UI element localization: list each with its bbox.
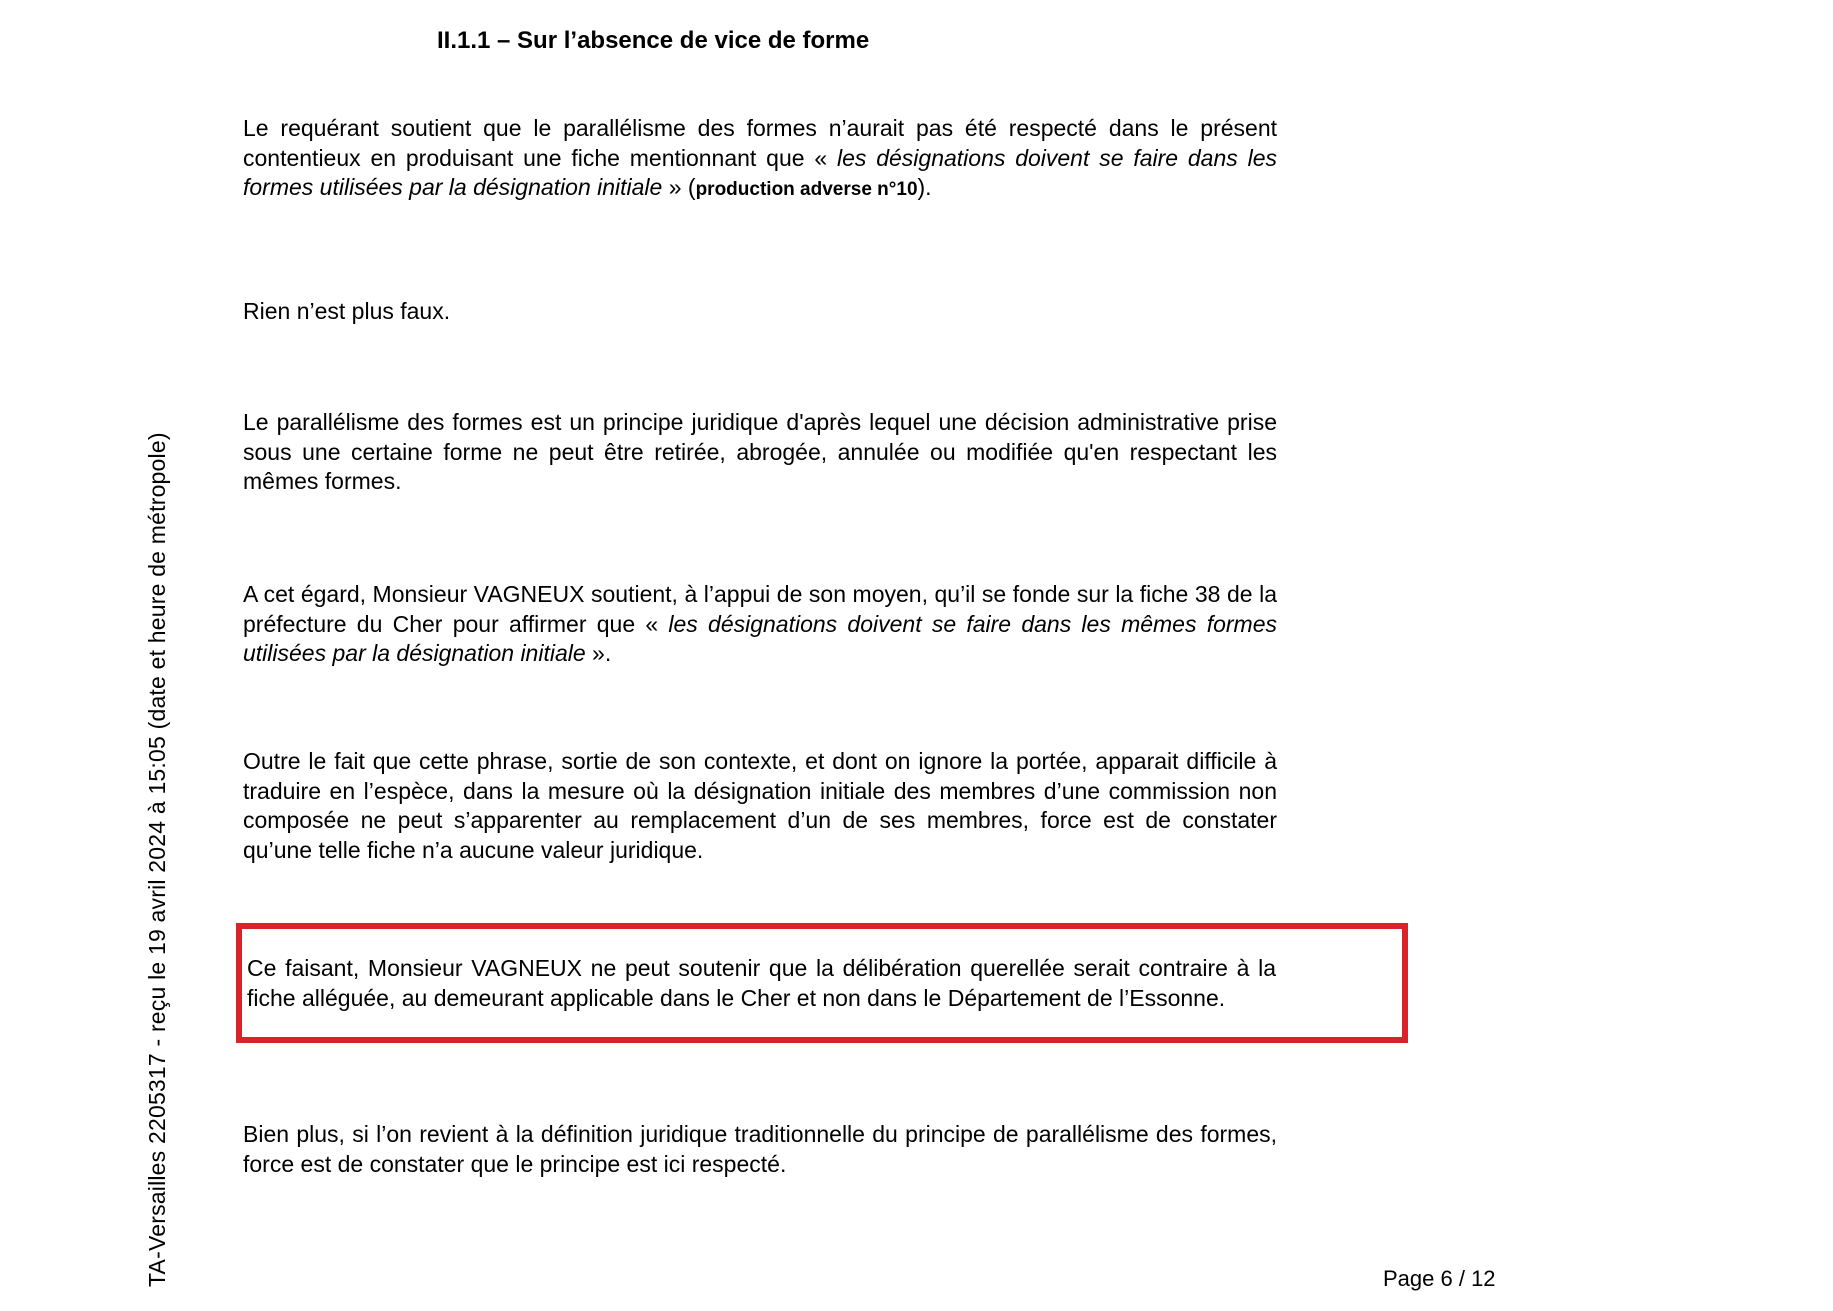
paragraph-outre-le-fait: Outre le fait que cette phrase, sortie de son contexte, et dont on ignore la portée, apparait difficile à traduire en l’espèce, dans la mesure où la désignation initiale des membres d’une commission non composée ne peut s’apparenter au remplacement d’un de ses membres, force est de constater qu’une telle fiche n’a aucune valeur juridique. xyxy=(243,748,1277,863)
red-highlight-box xyxy=(236,923,1408,1043)
vertical-receipt-stamp: TA-Versailles 2205317 - reçu le 19 avril 2024 à 15:05 (date et heure de métropole) xyxy=(144,432,170,1287)
page-number: Page 6 / 12 xyxy=(1383,1266,1496,1291)
section-heading: II.1.1 – Sur l’absence de vice de forme xyxy=(437,27,870,54)
paragraph-rien-faux: Rien n’est plus faux. xyxy=(243,298,451,324)
paragraph-requerant-quote: les désignations doivent se faire dans les formes utilisées par la désignation initiale xyxy=(243,144,1277,200)
paragraph-requerant xyxy=(243,114,1277,205)
paragraph-requerant-text: Le requérant soutient que le parallélisme des formes n’aurait pas été respecté dans le présent contentieux en produisant une fiche mentionnant que « xyxy=(243,115,1277,171)
paragraph-requerant-text-3: ). xyxy=(917,174,932,200)
production-adverse-reference: production adverse n°10 xyxy=(695,179,918,200)
paragraph-cet-egard-text-2: ». xyxy=(585,640,612,666)
paragraph-cet-egard-quote: les désignations doivent se faire dans les mêmes formes utilisées par la désignation initiale xyxy=(243,610,1277,666)
paragraph-cet-egard-text: A cet égard, Monsieur VAGNEUX soutient, à l’appui de son moyen, qu’il se fonde sur la fiche 38 de la préfecture du Cher pour affirmer que « xyxy=(243,581,1277,637)
paragraph-cet-egard xyxy=(243,580,1277,669)
paragraph-requerant-text-2: » ( xyxy=(662,174,696,200)
paragraph-parallelisme-definition: Le parallélisme des formes est un principe juridique d'après lequel une décision administrative prise sous une certaine forme ne peut être retirée, abrogée, annulée ou modifiée qu'en respectant les mêmes formes. xyxy=(243,409,1277,494)
paragraph-bien-plus: Bien plus, si l’on revient à la définition juridique traditionnelle du principe de parallélisme des formes, force est de constater que le principe est ici respecté. xyxy=(243,1121,1277,1177)
paragraph-ce-faisant-highlighted: Ce faisant, Monsieur VAGNEUX ne peut soutenir que la délibération querellée serait contraire à la fiche alléguée, au demeurant applicable dans le Cher et non dans le Département de l’Essonne. xyxy=(247,955,1276,1011)
